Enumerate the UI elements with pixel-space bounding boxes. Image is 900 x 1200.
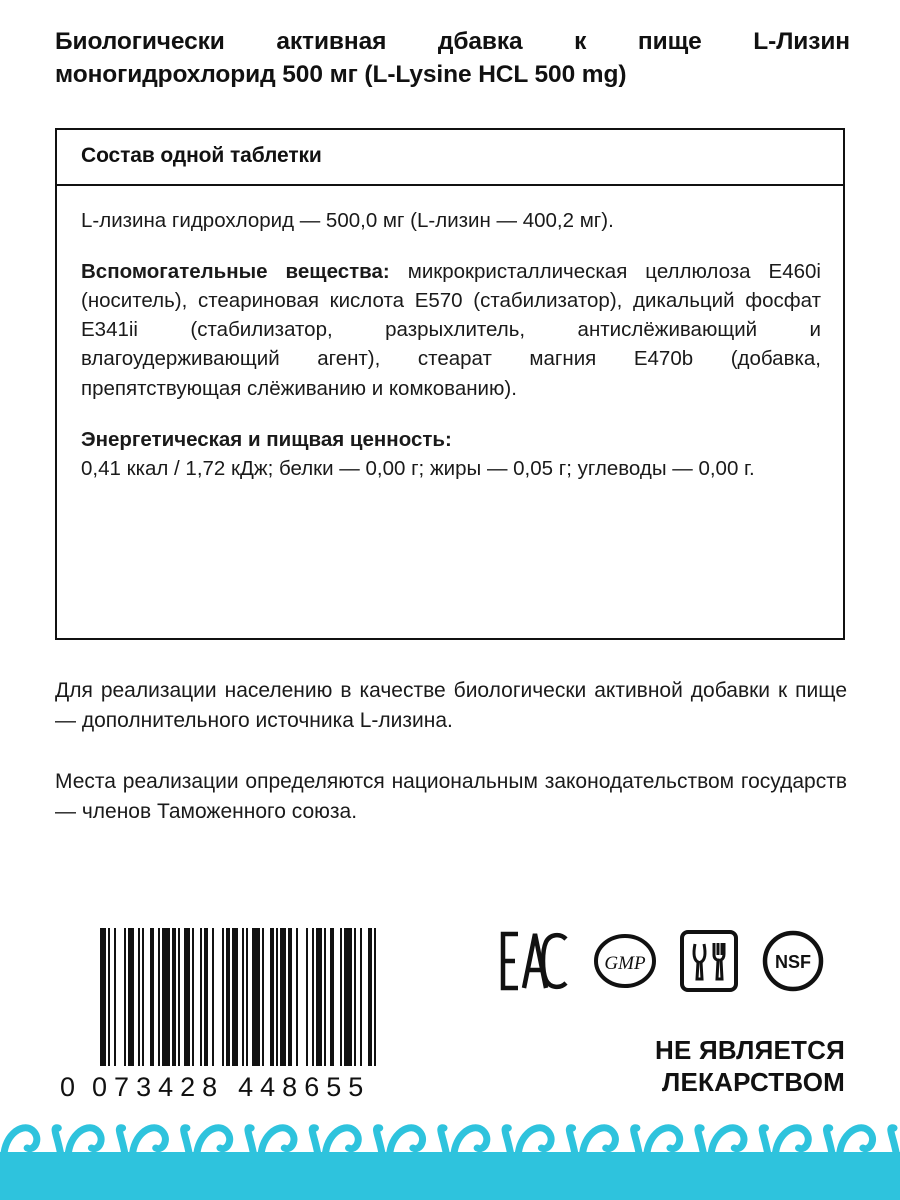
barcode-bar [298,928,306,1066]
disclaimer-line-1: НЕ ЯВЛЯЕТСЯ [655,1035,845,1065]
eac-icon [498,930,570,997]
composition-header-label: Состав одной таблетки [81,144,322,167]
wave-path [4,1128,898,1164]
usage-note-1: Для реализации населению в качестве биологически активной добавки к пище — дополнительного источника L-лизина. [55,679,847,733]
product-title-line-1: Биологически активная дбавка к пище L-Лизин [55,28,850,55]
product-title-line-2: моногидрохлорид 500 мг (L-Lysine HCL 500 mg) [55,60,627,88]
barcode-bar [252,928,260,1066]
wave-scallops [0,1122,900,1164]
gmp-icon [594,930,656,997]
nsf-icon [762,930,824,997]
excipients-paragraph [81,257,821,403]
svg-text:NSF: NSF [775,952,811,972]
nutrition-text: 0,41 ккал / 1,72 кДж; белки — 0,00 г; жиры — 0,05 г; углеводы — 0,00 г. [81,456,755,480]
glass-and-fork-icon [680,930,738,997]
barcode-bar [162,928,170,1066]
barcode-group-2: 448655 [238,1072,371,1102]
composition-body [81,206,821,483]
not-a-medicine-disclaimer [655,1035,845,1098]
barcode-bar [344,928,352,1066]
barcode-bar [116,928,124,1066]
barcode-bar [214,928,222,1066]
wave-footer [0,1115,900,1200]
main-ingredient-text: L-лизина гидрохлорид — 500,0 мг (L-лизин — 400,2 мг). [81,209,614,232]
excipients-label: Вспомогательные вещества: [81,260,390,284]
nutrition-label: Энергетическая и пищвая ценность: [81,427,452,451]
composition-box [55,128,845,640]
barcode-bar [376,928,378,1066]
composition-header [57,130,843,186]
barcode-digits [60,1072,460,1103]
certification-marks [498,930,824,997]
barcode-block [60,928,460,1103]
disclaimer-line-2: ЛЕКАРСТВОМ [662,1066,845,1097]
svg-text:GMP: GMP [604,953,646,974]
barcode-lead-digit: 0 [60,1072,79,1102]
usage-notes [55,676,847,828]
barcode-bars [100,928,460,1066]
usage-note-2: Места реализации определяются национальным законодательством государств — членов Таможенного союза. [55,769,847,824]
barcode-group-1: 073428 [92,1072,225,1102]
product-title [55,26,850,91]
excipients-text: микрокристаллическая целлюлоза Е460i (носитель), стеариновая кислота Е570 (стабилизатор), дикальций фосфат Е341ii (стабилизатор, разрыхлитель, антислёживающий и влагоудерживающий агент), стеарат магния Е470b (добавка, препятствующая слёживанию и комкованию). [81,260,821,400]
